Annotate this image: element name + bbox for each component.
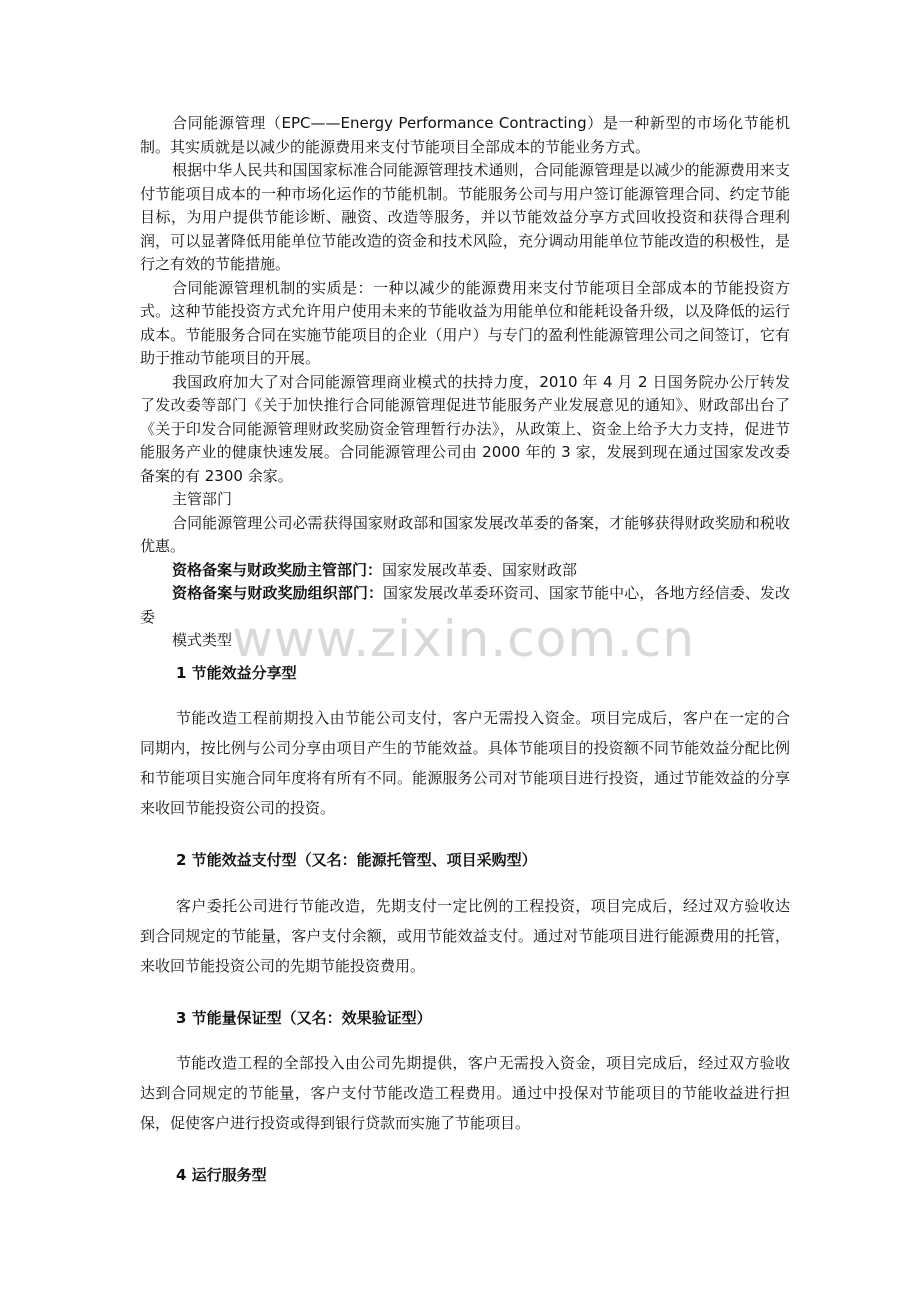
dept-row-organizer-value: 国家发展改革委环资司、国家节能中心，各地方经信委、发改委 — [140, 584, 790, 626]
mode-heading-3: 3 节能量保证型（又名：效果验证型） — [176, 1008, 432, 1027]
dept-row-supervisor-label: 资格备案与财政奖励主管部门： — [172, 560, 383, 579]
paragraph-standard: 根据中华人民共和国国家标准合同能源管理技术通则，合同能源管理是以减少的能源费用来支付节能项目成本的一种市场化运作的节能机制。节能服务公司与用户签订能源管理合同、约定节能目标，为用户提供节能诊断、融资、改造等服务，并以节能效益分享方式回收投资和获得合理利润，可以显著降低用能单位节能改造的资金和技术风险，充分调动用能单位节能改造的积极性，是行之有效的节能措施。 — [140, 161, 790, 273]
paragraph-policy: 我国政府加大了对合同能源管理商业模式的扶持力度，2010 年 4 月 2 日国务院办公厅转发了发改委等部门《关于加快推行合同能源管理促进节能服务产业发展意见的通知》、财政部出台了《关于印发合同能源管理财政奖励资金管理暂行办法》，从政策上、资金上给予大力支持，促进节能服务产业的健康快速发展。合同能源管理公司由 2000 年的 3 家，发展到现在通过国家发改委备案的有 2300 余家。 — [140, 372, 790, 485]
dept-row-organizer — [140, 582, 790, 629]
mode-text-3: 节能改造工程的全部投入由公司先期提供，客户无需投入资金，项目完成后，经过双方验收达到合同规定的节能量，客户支付节能改造工程费用。通过中投保对节能项目的节能收益进行担保，促使客户进行投资或得到银行贷款而实施了节能项目。 — [140, 1054, 790, 1132]
mode-heading-1: 1 节能效益分享型 — [176, 663, 297, 682]
mode-text-1: 节能改造工程前期投入由节能公司支付，客户无需投入资金。项目完成后，客户在一定的合同期内，按比例与公司分享由项目产生的节能效益。具体节能项目的投资额不同节能效益分配比例和节能项目实施合同年度将有所有不同。能源服务公司对节能项目进行投资，通过节能效益的分享来收回节能投资公司的投资。 — [140, 709, 790, 817]
paragraph-dept: 合同能源管理公司必需获得国家财政部和国家发展改革委的备案，才能够获得财政奖励和税收优惠。 — [140, 513, 790, 555]
mode-heading-2: 2 节能效益支付型（又名：能源托管型、项目采购型） — [176, 851, 537, 869]
section-heading-dept: 主管部门 — [172, 490, 233, 508]
dept-row-supervisor — [140, 559, 790, 583]
dept-row-organizer-label: 资格备案与财政奖励组织部门： — [172, 584, 384, 602]
paragraph-intro: 合同能源管理（EPC——Energy Performance Contracting）是一种新型的市场化节能机制。其实质就是以减少的能源费用来支付节能项目全部成本的节能业务方式。 — [140, 114, 790, 156]
mode-text-2: 客户委托公司进行节能改造，先期支付一定比例的工程投资，项目完成后，经过双方验收达到合同规定的节能量，客户支付余额，或用节能效益支付。通过对节能项目进行能源费用的托管，来收回节能投资公司的先期节能投资费用。 — [140, 896, 790, 975]
watermark: www.zixin.com.cn — [232, 610, 696, 668]
document-body — [140, 112, 790, 1188]
section-heading-modes: 模式类型 — [172, 631, 233, 649]
paragraph-essence: 合同能源管理机制的实质是：一种以减少的能源费用来支付节能项目全部成本的节能投资方式。这种节能投资方式允许用户使用未来的节能收益为用能单位和能耗设备升级，以及降低的运行成本。节能服务合同在实施节能项目的企业（用户）与专门的盈利性能源管理公司之间签订，它有助于推动节能项目的开展。 — [140, 278, 790, 367]
dept-row-supervisor-value: 国家发展改革委、国家财政部 — [382, 560, 578, 579]
mode-heading-4: 4 运行服务型 — [176, 1166, 267, 1184]
